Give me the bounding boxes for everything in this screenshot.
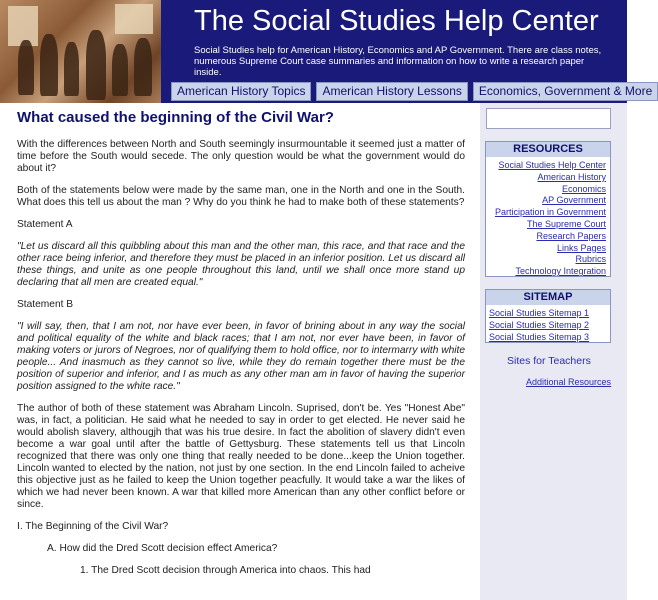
sites-for-teachers-link[interactable]: Sites for Teachers <box>507 355 591 367</box>
resource-link-participation-in-government[interactable]: Participation in Government <box>494 207 606 218</box>
sitemap-link-2[interactable]: Social Studies Sitemap 2 <box>489 319 590 330</box>
outline-item-1: 1. The Dred Scott decision through America into chaos. This had <box>80 565 371 576</box>
page-title: What caused the beginning of the Civil War? <box>17 109 334 126</box>
main-content <box>7 103 472 600</box>
additional-resources-link[interactable]: Additional Resources <box>526 377 612 387</box>
resource-link-supreme-court[interactable]: The Supreme Court <box>526 218 606 229</box>
site-description: Social Studies help for American History, Economics and AP Government. There are class notes, numerous Supreme Court case summaries and information on how to write a research paper inside. <box>194 45 602 78</box>
article-body <box>17 139 465 577</box>
sitemap-link-3[interactable]: Social Studies Sitemap 3 <box>489 331 590 342</box>
statement-a-quote: "Let us discard all this quibbling about this man and the other man, this race, and that race and the other race being inferior, and therefore they must be placed in an inferior position. Let us discard all these things, and unite as one people throughout this land, until we shall once more stand up declaring that all men are created equal." <box>17 241 465 288</box>
resources-list <box>486 157 610 278</box>
resource-link-social-studies-help-center[interactable]: Social Studies Help Center <box>498 160 606 170</box>
statement-b-label: Statement B <box>17 299 74 310</box>
statement-b-quote: "I will say, then, that I am not, nor have ever been, in favor of brining about in any way the social and political equality of the white and black races; that I am not, nor ever have been, in favor of making voters or jurors of Negroes, nor of qualifying them to hold office, nor to intermarry with white people... And inasmuch as they cannot so live, while they do remain together there must be the position of superior and inferior, and I as much as any other man am in favor of having the superior position assigned to the white race." <box>17 321 465 392</box>
outline-item-a: A. How did the Dred Scott decision effect America? <box>47 543 278 554</box>
sitemap-list <box>486 305 610 343</box>
resource-link-american-history[interactable]: American History <box>537 171 606 182</box>
sidebar <box>480 103 627 600</box>
intro-paragraph-1: With the differences between North and South seemingly insurmountable it seemed just a matter of time before the South would secede. The only question would be what the government would do about it? <box>17 139 465 174</box>
nav-tab-american-history-topics[interactable]: American History Topics <box>171 82 311 101</box>
main-nav <box>171 82 658 99</box>
resource-link-economics[interactable]: Economics <box>561 183 606 194</box>
sitemap-link-1[interactable]: Social Studies Sitemap 1 <box>489 308 590 318</box>
intro-paragraph-2: Both of the statements below were made by the same man, one in the North and one in the South. What does this tell us about the man ? Why do you think he had to make both of these statements? <box>17 185 465 208</box>
sidebar-search-box[interactable] <box>486 108 611 129</box>
nav-tab-economics-government[interactable]: Economics, Government & More <box>473 82 658 101</box>
resources-heading: RESOURCES <box>486 142 610 157</box>
site-title[interactable]: The Social Studies Help Center <box>194 5 599 37</box>
outline-heading-1: I. The Beginning of the Civil War? <box>17 521 169 532</box>
resource-link-technology-integration[interactable]: Technology Integration <box>515 266 606 277</box>
statement-a-label: Statement A <box>17 219 73 230</box>
sitemap-box <box>485 289 611 343</box>
resource-link-research-papers[interactable]: Research Papers <box>536 230 606 241</box>
resources-box <box>485 141 611 277</box>
resource-link-links-pages[interactable]: Links Pages <box>556 242 606 253</box>
sitemap-heading: SITEMAP <box>486 290 610 305</box>
analysis-paragraph: The author of both of these statement was Abraham Lincoln. Suprised, don't be. Yes "Honest Abe" was, in fact, a politician. He said what he needed to say in order to get elected. He never said he would abolish slavery, althougjh that was his true desire. In fact the abolition of slavery didn't even become a war goal until after the battle of Gettysburg. These statements tell us that Lincoln recognized that there was only one thing that really needed to be done...keep the Union together. Lincoln wanted to elected by the nation, not just by one section. In the end Lincoln failed to acheive this objective just as he failed to keep the Union together peacfully. It would take a war the likes of which we had never been known. A war that killed more American than any other conflict before or since. <box>17 403 465 510</box>
nav-tab-american-history-lessons[interactable]: American History Lessons <box>316 82 467 101</box>
site-header <box>0 0 653 103</box>
resource-link-rubrics[interactable]: Rubrics <box>575 254 606 265</box>
header-painting-image <box>0 0 161 103</box>
resource-link-ap-government[interactable]: AP Government <box>542 195 606 206</box>
